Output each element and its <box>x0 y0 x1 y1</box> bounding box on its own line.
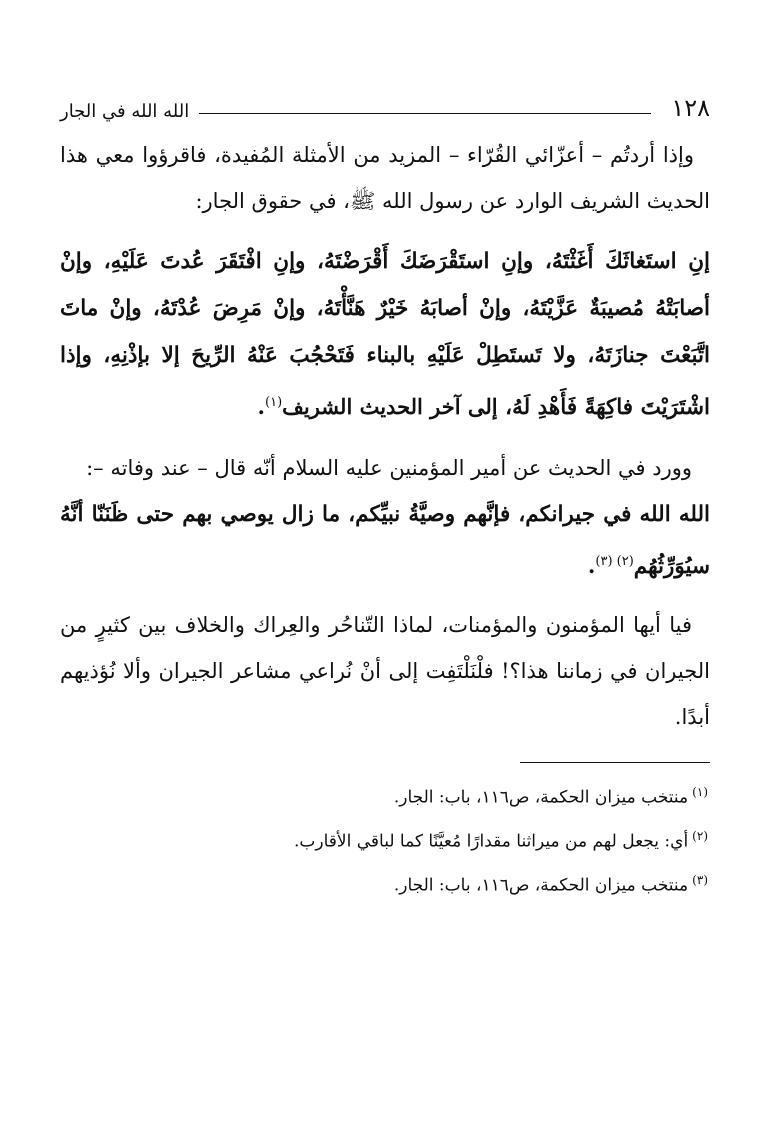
footnote-mark: (١) <box>692 785 708 800</box>
footnote-ref-1: (١) <box>265 395 283 410</box>
running-title: الله الله في الجار <box>60 101 190 122</box>
hadith-paragraph: إنِ استَغاثَكَ أَغَثْتَهُ، وإنِ استَقْرَضَكَ أَقْرَضْتَهُ، وإنِ افْتَقَرَ عُدتَ عَلَيْهِ، وإنْ أصابَتْهُ مُصيبَةٌ عَزَّيْتَهُ، وإنْ أصابَهُ خَيْرٌ هَنَّأْتَهُ، وإنْ مَرِضَ عُدْتَهُ، وإنْ ماتَ اتَّبَعْتَ جنازَتَهُ، ولا تَستَطِلْ عَلَيْهِ بالبناء فَتَحْجُبَ عَنْهُ الرِّيحَ إلا بإذْنِهِ، وإذا اشْتَرَيْتَ فاكِهَةً فَأَهْدِ لَهُ، إلى آخر الحديث الشريف$^{(١)}$. <box>60 249 710 421</box>
intro-paragraph: وإذا أردتُم – أعزّائي القُرّاء – المزيد من الأمثلة المُفيدة، فاقرؤوا معي هذا الحديث الشريف الوارد عن رسول الله ﷺ، في حقوق الجار: <box>60 143 710 213</box>
footnote-2 <box>60 817 710 861</box>
page-header <box>60 88 710 122</box>
footnote-1 <box>60 773 710 817</box>
hadith-tail: إلى آخر الحديث الشريف <box>282 394 498 420</box>
footnote-mark: (٣) <box>692 872 708 887</box>
footnote-ref-2-3: (٢) (٣) <box>595 554 634 570</box>
book-page <box>60 88 710 904</box>
footnote-3 <box>60 861 710 905</box>
footnote-text: منتخب ميزان الحكمة، ص١١٦، باب: الجار. <box>393 787 689 808</box>
hadith-text: إنِ استَغاثَكَ أَغَثْتَهُ، وإنِ استَقْرَضَكَ أَقْرَضْتَهُ، وإنِ افْتَقَرَ عُدتَ عَلَيْهِ، وإنْ أصابَتْهُ مُصيبَةٌ عَزَّيْتَهُ، وإنْ أصابَهُ خَيْرٌ هَنَّأْتَهُ، وإنْ مَرِضَ عُدْتَهُ، وإنْ ماتَ اتَّبَعْتَ جنازَتَهُ، ولا تَستَطِلْ عَلَيْهِ بالبناء فَتَحْجُبَ عَنْهُ الرِّيحَ إلا بإذْنِهِ، وإذا اشْتَرَيْتَ فاكِهَةً فَأَهْدِ لَهُ، <box>60 249 710 421</box>
header-rule <box>199 113 651 114</box>
narration-quote-paragraph: الله الله في جيرانكم، فإنَّهم وصيَّةُ نبيِّكم، ما زال يوصي بهم حتى ظَنَنّا أنَّهُ سيُوَرِّثُهُم$^{(٢) (٣)}$. <box>60 502 710 580</box>
footnote-mark: (٢) <box>692 828 708 843</box>
narration-quote: الله الله في جيرانكم، فإنَّهم وصيَّةُ نبيِّكم، ما زال يوصي بهم حتى ظَنَنّا أنَّهُ سيُوَرِّثُهُم <box>60 502 710 580</box>
footnotes <box>60 773 710 904</box>
footnote-divider <box>520 762 710 763</box>
closing-paragraph: فيا أيها المؤمنون والمؤمنات، لماذا التّناحُر والعِراك والخلاف بين كثيرٍ من الجيران في زماننا هذا؟! فلْنَلْتَفِت إلى أنْ نُراعي مشاعر الجيران وألا نُؤذيهم أبدًا. <box>60 613 710 730</box>
narration-paragraph: وورد في الحديث عن أمير المؤمنين عليه السلام أنّه قال – عند وفاته –: <box>86 456 692 481</box>
footnote-text: منتخب ميزان الحكمة، ص١١٦، باب: الجار. <box>393 875 689 896</box>
footnote-text: أي: يجعل لهم من ميراثنا مقدارًا مُعيَّنًا كما لباقي الأقارب. <box>293 831 689 852</box>
page-number: ١٢٨ <box>671 94 710 122</box>
